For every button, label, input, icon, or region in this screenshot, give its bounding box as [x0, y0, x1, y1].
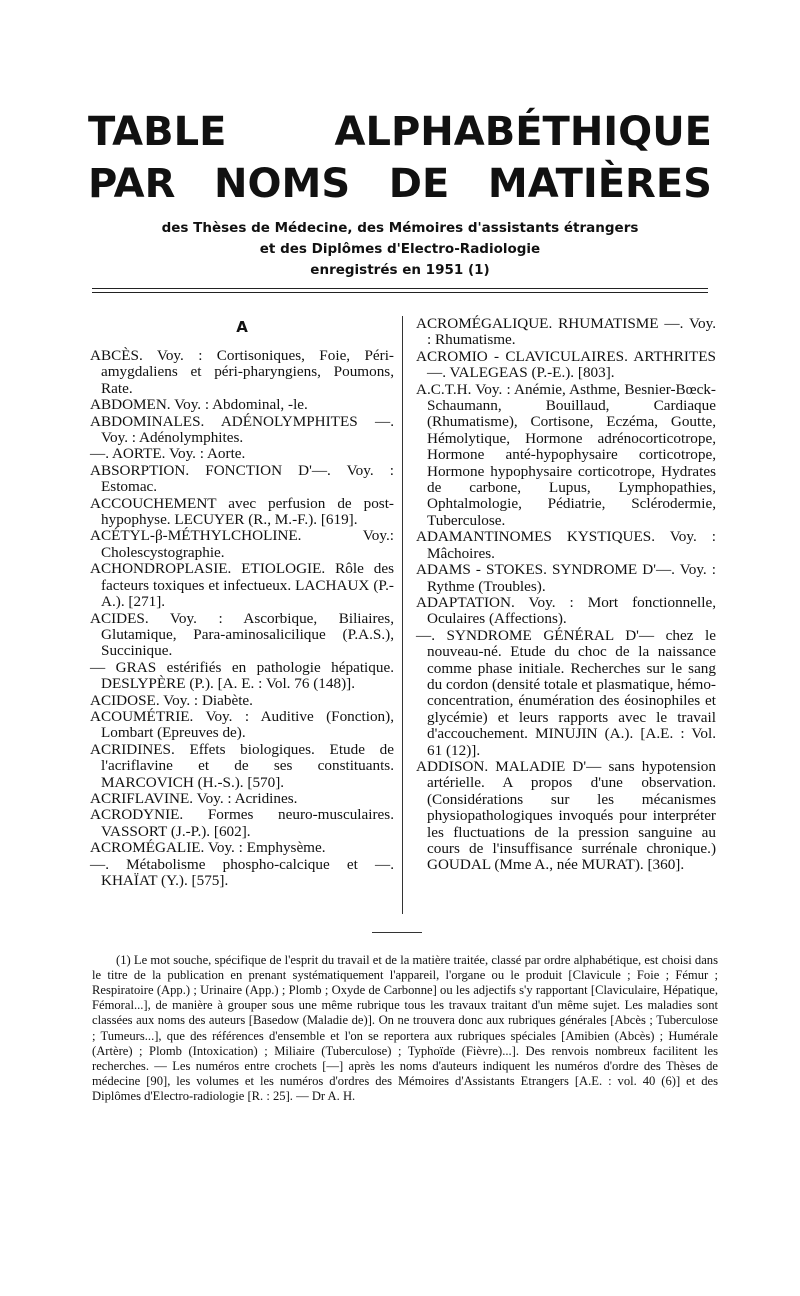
title-word: ALPHABÉTHIQUE — [334, 109, 712, 155]
divider-rule — [92, 288, 708, 289]
title-line-1 — [88, 108, 712, 156]
index-entry: ACIDES. Voy. : Ascorbique, Biliaires, Glutamique, Para-aminosalicilique (P.A.S.), Succinique. — [90, 609, 394, 660]
title-word: PAR — [88, 161, 176, 207]
index-entry: ACROMÉGALIE. Voy. : Emphysème. — [90, 839, 326, 857]
index-entry: ACCOUCHEMENT avec perfusion de post-hypophyse. LECUYER (R., M.-F.). [619]. — [90, 494, 394, 529]
index-entry: — GRAS estérifiés en pathologie hépatique. DESLYPÈRE (P.). [A. E. : Vol. 76 (148)]. — [90, 658, 394, 693]
index-entry: —. AORTE. Voy. : Aorte. — [90, 445, 246, 463]
index-entry: ACIDOSE. Voy. : Diabète. — [90, 691, 253, 709]
footnote: (1) Le mot souche, spécifique de l'esprit du travail et de la matière traitée, classé par ordre alphabétique, est choisi dans le titre de la publication en prenant systématiquement l'appareil, l'organe ou le produit [Clavicule ; Foie ; Fémur ; Respiratoire (App.) ; Urinaire (App.) ; Plomb ; Oxyde de Carbonne] ou les adjectifs s'y rapportant [Claviculaire, Hépatique, Fémoral...], de manière à grouper sous une même rubrique tous les travaux traitant d'un même sujet. Les maladies sont classées aux noms des auteurs [Basedow (Maladie de)]. On ne trouvera donc aux rubriques générales [Abcès ; Tuberculose ; Tumeurs...], que des références d'ensemble et l'on se reportera aux rubriques spéciales [Amibien (Abcès) ; Humérale (Artère) ; Plomb (Intoxication) ; Miliaire (Tuberculose) ; Typhoïde (Fièvre)...]. Des renvois nombreux facilitent les recherches. — Les numéros entre crochets [—] après les noms d'auteurs indiquent les numéros d'ordre des Thèses de médecine [90], les volumes et les numéros d'ordres des Mémoires d'Assistants Etrangers [A.E. : vol. 40 (6)] et des Diplômes d'Electro-radiologie [R. : 25]. — Dr A. H. — [92, 952, 718, 1104]
index-entry: ABDOMEN. Voy. : Abdominal, -le. — [90, 396, 308, 414]
subtitle-line: et des Diplômes d'Electro-Radiologie — [259, 241, 541, 257]
section-letter: A — [236, 318, 248, 336]
right-column — [416, 316, 716, 874]
index-entry: ACROMÉGALIQUE. RHUMATISME —. Voy. : Rhumatisme. — [416, 315, 716, 349]
left-column — [90, 348, 394, 889]
index-entry: ACHONDROPLASIE. ETIOLOGIE. Rôle des facteurs toxiques et infectueux. LACHAUX (P.-A.). [271]. — [90, 560, 394, 611]
subtitle — [90, 218, 710, 281]
title-word: NOMS — [214, 161, 351, 207]
index-entry: ABCÈS. Voy. : Cortisoniques, Foie, Péri-amygdaliens et péri-pharyngiens, Poumons, Rate. — [90, 347, 394, 397]
index-entry: ACRIDINES. Effets biologiques. Etude de l'acriflavine et de ses constituants. MARCOVICH (H.-S.). [570]. — [90, 740, 394, 791]
footnote-rule — [372, 932, 422, 933]
index-entry: ACRODYNIE. Formes neuro-musculaires. VASSORT (J.-P.). [602]. — [90, 806, 394, 840]
divider-rule — [92, 292, 708, 293]
subtitle-line: enregistrés en 1951 (1) — [310, 262, 490, 278]
index-entry: ADAMS - STOKES. SYNDROME D'—. Voy. : Rythme (Troubles). — [416, 561, 716, 595]
index-entry: ACÉTYL-β-MÉTHYLCHOLINE. Voy.: Cholescystographie. — [90, 527, 394, 561]
index-entry: ADAPTATION. Voy. : Mort fonctionnelle, Oculaires (Affections). — [416, 593, 716, 628]
column-divider — [402, 316, 403, 914]
title-word: TABLE — [88, 109, 227, 155]
title-word: DE — [388, 161, 450, 207]
title-line-2 — [88, 160, 712, 208]
index-entry: —. Métabolisme phospho-calcique et —. KHAÏAT (Y.). [575]. — [90, 855, 394, 889]
subtitle-line: des Thèses de Médecine, des Mémoires d'assistants étrangers — [161, 220, 639, 236]
index-entry: ACOUMÉTRIE. Voy. : Auditive (Fonction), Lombart (Epreuves de). — [90, 707, 394, 742]
index-entry: ADDISON. MALADIE D'— sans hypotension artérielle. A propos d'une observation. (Considérations sur les mécanismes physiopathologiques invoqués pour interpréter les fluctuations de la pression sanguine au cours de l'insuffisance surrénale chronique.) GOUDAL (Mme A., née MURAT). [360]. — [416, 757, 716, 874]
index-entry: ACROMIO - CLAVICULAIRES. ARTHRITES —. VALEGEAS (P.-E.). [803]. — [416, 347, 716, 382]
index-entry: ADAMANTINOMES KYSTIQUES. Voy. : Mâchoires. — [416, 528, 716, 562]
index-entry: ABDOMINALES. ADÉNOLYMPHITES —. Voy. : Adénolymphites. — [90, 412, 394, 447]
index-entry: —. SYNDROME GÉNÉRAL D'— chez le nouveau-né. Etude du choc de la naissance comme phase initiale. Recherches sur le sang du cordon (densité totale et plasmatique, hémo-concentration, énumération des éosinophiles et glycémie) et leurs rapports avec le travail d'accouchement. MINUJIN (A.). [A.E. : Vol. 61 (12)]. — [416, 626, 716, 759]
index-entry: ABSORPTION. FONCTION D'—. Voy. : Estomac. — [90, 461, 394, 496]
index-entry: ACRIFLAVINE. Voy. : Acridines. — [90, 789, 298, 807]
title-word: MATIÈRES — [487, 161, 712, 207]
index-entry: A.C.T.H. Voy. : Anémie, Asthme, Besnier-Bœck-Schaumann, Bouillaud, Cardiaque (Rhumatisme), Cortisone, Eczéma, Goutte, Hémolytique, Hormone adrénocorticotrope, Hormone anté-hypophysaire corticotrope, Hormone hypophysaire corticotrope, Hydrates de carbone, Lupus, Lymphopathies, Ophtalmologie, Pédiatrie, Sclérodermie, Tuberculose. — [416, 380, 716, 529]
